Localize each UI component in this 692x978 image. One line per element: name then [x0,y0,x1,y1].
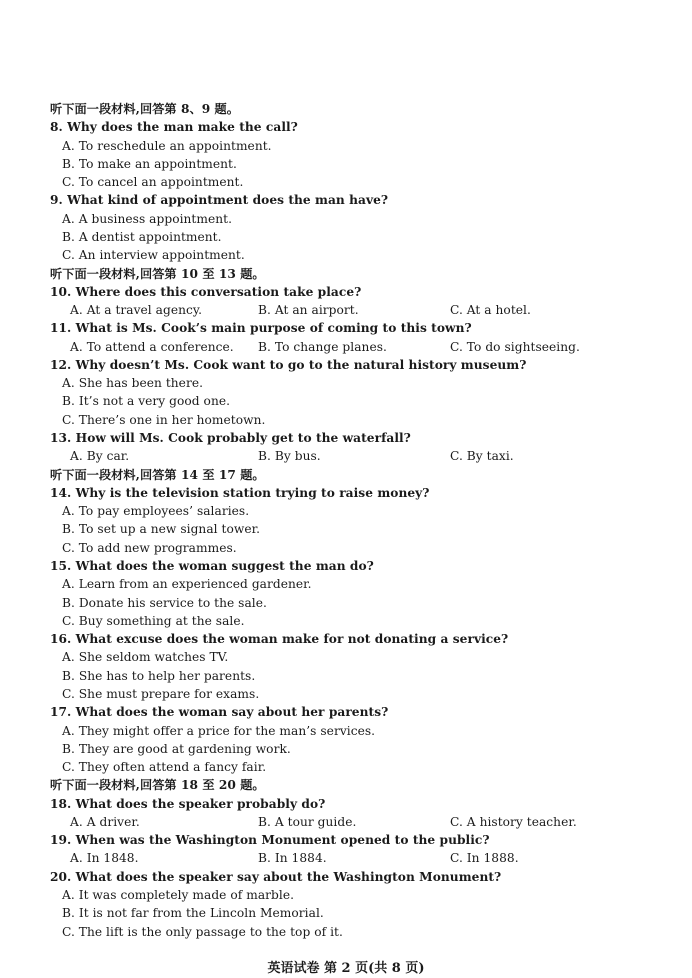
question-stem: 17. What does the woman say about her parents? [50,705,389,719]
answer-option: B. A tour guide. [258,815,357,829]
answer-option: A. In 1848. [70,851,139,865]
answer-option: A. She seldom watches TV. [62,650,229,664]
question-stem: 8. Why does the man make the call? [50,120,298,134]
answer-option: B. At an airport. [258,303,359,317]
section-heading: 听下面一段材料,回答第 18 至 20 题。 [50,778,265,792]
question-stem: 18. What does the speaker probably do? [50,797,326,811]
answer-option: A. She has been there. [62,376,204,390]
answer-option: B. She has to help her parents. [62,669,256,683]
answer-option: B. A dentist appointment. [62,230,222,244]
question-stem: 9. What kind of appointment does the man have? [50,193,389,207]
answer-option: C. The lift is the only passage to the top of it. [62,925,343,939]
answer-option: A. To pay employees’ salaries. [62,504,250,518]
answer-option: C. To add new programmes. [62,541,237,555]
answer-option: C. By taxi. [450,449,514,463]
answer-option: A. A driver. [70,815,140,829]
answer-option: C. At a hotel. [450,303,531,317]
answer-option: C. They often attend a fancy fair. [62,760,267,774]
section-heading: 听下面一段材料,回答第 8、9 题。 [50,102,240,116]
answer-option: C. In 1888. [450,851,519,865]
answer-option: A. They might offer a price for the man’s services. [62,724,376,738]
answer-option: B. To make an appointment. [62,157,237,171]
answer-option: A. A business appointment. [62,212,233,226]
question-stem: 12. Why doesn’t Ms. Cook want to go to the natural history museum? [50,358,527,372]
answer-option: C. There’s one in her hometown. [62,413,266,427]
question-stem: 15. What does the woman suggest the man do? [50,559,374,573]
answer-option: B. Donate his service to the sale. [62,596,267,610]
question-stem: 10. Where does this conversation take place? [50,285,362,299]
answer-option: C. A history teacher. [450,815,577,829]
question-stem: 16. What excuse does the woman make for not donating a service? [50,632,509,646]
answer-option: B. By bus. [258,449,321,463]
answer-option: C. An interview appointment. [62,248,245,262]
answer-option: C. Buy something at the sale. [62,614,245,628]
answer-option: A. By car. [70,449,130,463]
answer-option: C. To cancel an appointment. [62,175,244,189]
answer-option: C. To do sightseeing. [450,340,580,354]
answer-option: B. They are good at gardening work. [62,742,291,756]
section-heading: 听下面一段材料,回答第 10 至 13 题。 [50,267,265,281]
answer-option: A. At a travel agency. [70,303,203,317]
question-stem: 14. Why is the television station trying to raise money? [50,486,430,500]
page-footer: 英语试卷 第 2 页(共 8 页) [267,961,425,976]
answer-option: B. To change planes. [258,340,387,354]
question-stem: 11. What is Ms. Cook’s main purpose of coming to this town? [50,321,472,335]
answer-option: B. In 1884. [258,851,327,865]
question-stem: 13. How will Ms. Cook probably get to the waterfall? [50,431,411,445]
answer-option: A. It was completely made of marble. [62,888,295,902]
answer-option: C. She must prepare for exams. [62,687,260,701]
answer-option: A. To reschedule an appointment. [62,139,272,153]
answer-option: A. To attend a conference. [70,340,234,354]
answer-option: B. To set up a new signal tower. [62,522,261,536]
section-heading: 听下面一段材料,回答第 14 至 17 题。 [50,468,265,482]
question-stem: 20. What does the speaker say about the Washington Monument? [50,870,502,884]
answer-option: B. It’s not a very good one. [62,394,231,408]
answer-option: A. Learn from an experienced gardener. [62,577,312,591]
answer-option: B. It is not far from the Lincoln Memorial. [62,906,324,920]
question-stem: 19. When was the Washington Monument opened to the public? [50,833,490,847]
